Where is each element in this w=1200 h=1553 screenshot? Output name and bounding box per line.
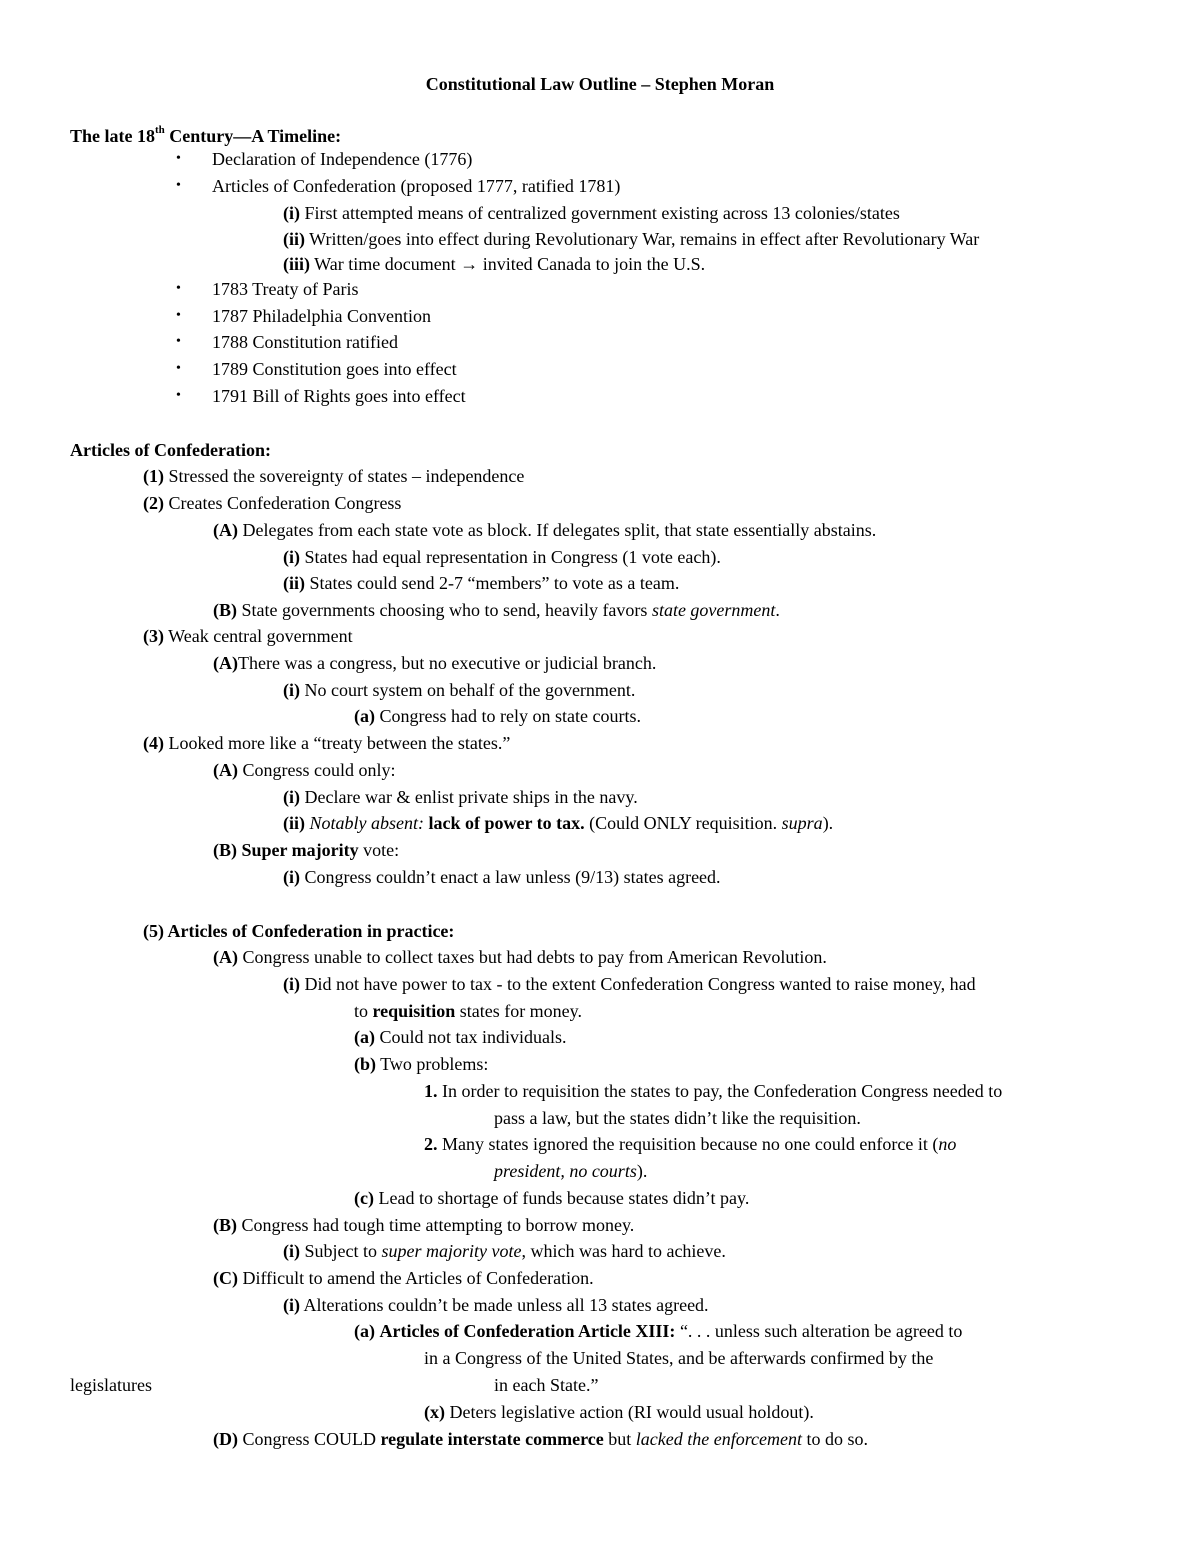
text: Stressed the sovereignty of states – independence — [164, 466, 525, 486]
marker: (B) — [213, 1215, 237, 1235]
text: War time document — [310, 254, 461, 274]
outline-continuation: in a Congress of the United States, and be afterwards confirmed by the — [424, 1348, 934, 1368]
italic-text: no — [938, 1134, 957, 1154]
timeline-item: 1783 Treaty of Paris — [212, 279, 359, 299]
text: Delegates from each state vote as block. If delegates split, that state essentially abstains. — [238, 520, 877, 540]
text: First attempted means of centralized government existing across 13 colonies/states — [300, 203, 900, 223]
outline-point — [213, 1214, 634, 1236]
outline-point — [143, 465, 524, 487]
outline-point — [354, 1026, 567, 1048]
marker: (i) — [283, 680, 300, 700]
section-heading: Articles of Confederation: — [70, 440, 271, 460]
bullet-icon: • — [176, 178, 181, 193]
text: but — [603, 1429, 636, 1449]
timeline-heading — [70, 125, 341, 147]
text: (Could ONLY requisition. — [584, 813, 782, 833]
text: ). — [822, 813, 834, 833]
marker: (4) — [143, 733, 164, 753]
outline-point — [424, 1133, 956, 1155]
marker: (c) — [354, 1188, 374, 1208]
marker: (b) — [354, 1054, 376, 1074]
bold-text: Super majority — [241, 840, 359, 860]
outline-point — [283, 866, 721, 888]
bullet-icon: • — [176, 281, 181, 296]
text: Congress had tough time attempting to borrow money. — [237, 1215, 635, 1235]
outline-point — [283, 546, 721, 568]
bold-text: lack of power to tax. — [428, 813, 585, 833]
marker: (1) — [143, 466, 164, 486]
outline-point — [213, 759, 396, 781]
bold-text: regulate interstate commerce — [380, 1429, 604, 1449]
marker: (x) — [424, 1402, 445, 1422]
timeline-subitem — [283, 253, 705, 275]
timeline-item: Articles of Confederation (proposed 1777, ratified 1781) — [212, 176, 621, 196]
marker: (A) — [213, 520, 238, 540]
text: Could not tax individuals. — [375, 1027, 567, 1047]
outline-point — [424, 1401, 814, 1423]
outline-point — [213, 652, 656, 674]
text: Alterations couldn’t be made unless all 13 states agreed. — [300, 1295, 709, 1315]
text: Written/goes into effect during Revolutionary War, remains in effect after Revolutionary War — [305, 229, 980, 249]
text: Lead to shortage of funds because states didn’t pay. — [373, 1188, 750, 1208]
section-heading: (5) Articles of Confederation in practice: — [143, 921, 455, 941]
text: Congress could only: — [238, 760, 396, 780]
text: states for money. — [455, 1001, 583, 1021]
marker: (B) — [213, 600, 237, 620]
outline-continuation: in each State.” — [494, 1375, 599, 1395]
outline-point — [213, 1267, 594, 1289]
marker: (a) — [354, 1027, 375, 1047]
marker: (ii) — [283, 813, 305, 833]
outline-point — [283, 1240, 726, 1262]
text: vote: — [358, 840, 400, 860]
italic-text: lacked the enforcement — [635, 1429, 803, 1449]
text: Subject to — [300, 1241, 382, 1261]
italic-text: president, no courts — [494, 1161, 637, 1181]
bullet-icon: • — [176, 388, 181, 403]
text: Deters legislative action (RI would usual holdout). — [445, 1402, 814, 1422]
bullet-icon: • — [176, 308, 181, 323]
marker: (i) — [283, 547, 300, 567]
timeline-item: 1789 Constitution goes into effect — [212, 359, 457, 379]
marker: (i) — [283, 203, 300, 223]
text: ). — [636, 1161, 648, 1181]
text: Declare war & enlist private ships in the navy. — [300, 787, 638, 807]
outline-point — [213, 839, 399, 861]
text: Many states ignored the requisition because no one could enforce it ( — [437, 1134, 939, 1154]
marker: (a) — [354, 706, 375, 726]
outline-point — [283, 812, 833, 834]
outline-point — [354, 705, 641, 727]
text: to do so. — [802, 1429, 869, 1449]
outline-continuation — [494, 1160, 647, 1182]
outline-point — [424, 1080, 1002, 1102]
timeline-subitem — [283, 202, 900, 224]
outline-point — [283, 973, 976, 995]
marker: (i) — [283, 787, 300, 807]
marker: (A) — [213, 947, 238, 967]
marker: (A) — [213, 653, 238, 673]
text: Congress unable to collect taxes but had debts to pay from American Revolution. — [238, 947, 827, 967]
outline-point — [283, 1294, 709, 1316]
text: States could send 2-7 “members” to vote as a team. — [305, 573, 680, 593]
text: Difficult to amend the Articles of Confederation. — [238, 1268, 594, 1288]
marker: (ii) — [283, 229, 305, 249]
marker: (A) — [213, 760, 238, 780]
outline-continuation: pass a law, but the states didn’t like the requisition. — [494, 1108, 861, 1128]
document-title: Constitutional Law Outline – Stephen Moran — [425, 74, 775, 94]
text: Congress had to rely on state courts. — [375, 706, 641, 726]
outline-point — [354, 1187, 749, 1209]
bold-text: requisition — [372, 1001, 456, 1021]
bullet-icon: • — [176, 334, 181, 349]
marker: (C) — [213, 1268, 238, 1288]
marker: (i) — [283, 867, 300, 887]
text: Creates Confederation Congress — [164, 493, 402, 513]
timeline-item: 1791 Bill of Rights goes into effect — [212, 386, 466, 406]
marker: (i) — [283, 1295, 300, 1315]
marker: (a) — [354, 1321, 375, 1341]
outline-point — [143, 625, 353, 647]
timeline-item: 1788 Constitution ratified — [212, 332, 398, 352]
marker: (i) — [283, 974, 300, 994]
text: Congress couldn’t enact a law unless (9/13) states agreed. — [300, 867, 721, 887]
outline-point — [143, 732, 510, 754]
marker: 2. — [424, 1134, 438, 1154]
text: Looked more like a “treaty between the states.” — [164, 733, 511, 753]
outline-point — [283, 572, 679, 594]
text: invited Canada to join the U.S. — [478, 254, 706, 274]
outline-point — [143, 492, 401, 514]
outline-point — [213, 599, 780, 621]
text: . — [775, 600, 780, 620]
marker: (ii) — [283, 573, 305, 593]
bold-text: Articles of Confederation Article XIII: — [379, 1321, 676, 1341]
outline-point — [354, 1320, 962, 1342]
heading-text: Century—A Timeline: — [164, 126, 342, 146]
marker: (i) — [283, 1241, 300, 1261]
text: Congress COULD — [238, 1429, 381, 1449]
text: “. . . unless such alteration be agreed to — [675, 1321, 963, 1341]
marker: (D) — [213, 1429, 238, 1449]
text: States had equal representation in Congress (1 vote each). — [300, 547, 721, 567]
timeline-subitem — [283, 228, 979, 250]
bullet-icon: • — [176, 361, 181, 376]
outline-continuation: legislatures — [70, 1375, 152, 1395]
outline-point — [213, 519, 876, 541]
italic-text: state government — [651, 600, 776, 620]
marker: (B) — [213, 840, 237, 860]
outline-point — [283, 679, 635, 701]
superscript: th — [155, 124, 165, 136]
marker: (2) — [143, 493, 164, 513]
text: In order to requisition the states to pay, the Confederation Congress needed to — [437, 1081, 1003, 1101]
marker: 1. — [424, 1081, 438, 1101]
text: There was a congress, but no executive or judicial branch. — [238, 653, 657, 673]
marker: (3) — [143, 626, 164, 646]
outline-point — [213, 946, 827, 968]
text: Did not have power to tax - to the extent Confederation Congress wanted to raise money, had — [300, 974, 976, 994]
text: Two problems: — [376, 1054, 489, 1074]
heading-text: The late 18 — [70, 126, 155, 146]
outline-point — [213, 1428, 868, 1450]
timeline-item: 1787 Philadelphia Convention — [212, 306, 431, 326]
bullet-icon: • — [176, 151, 181, 166]
marker: (iii) — [283, 254, 310, 274]
italic-text: super majority vote — [381, 1241, 522, 1261]
text: State governments choosing who to send, heavily favors — [237, 600, 652, 620]
text: Weak central government — [164, 626, 353, 646]
text: No court system on behalf of the government. — [300, 680, 636, 700]
outline-point — [354, 1053, 488, 1075]
timeline-item: Declaration of Independence (1776) — [212, 149, 473, 169]
arrow-right-icon: → — [460, 254, 479, 274]
italic-text: Notably absent: — [309, 813, 424, 833]
outline-point — [283, 786, 638, 808]
text: , which was hard to achieve. — [521, 1241, 726, 1261]
italic-text: supra — [781, 813, 823, 833]
outline-continuation — [354, 1000, 582, 1022]
text: to — [354, 1001, 373, 1021]
